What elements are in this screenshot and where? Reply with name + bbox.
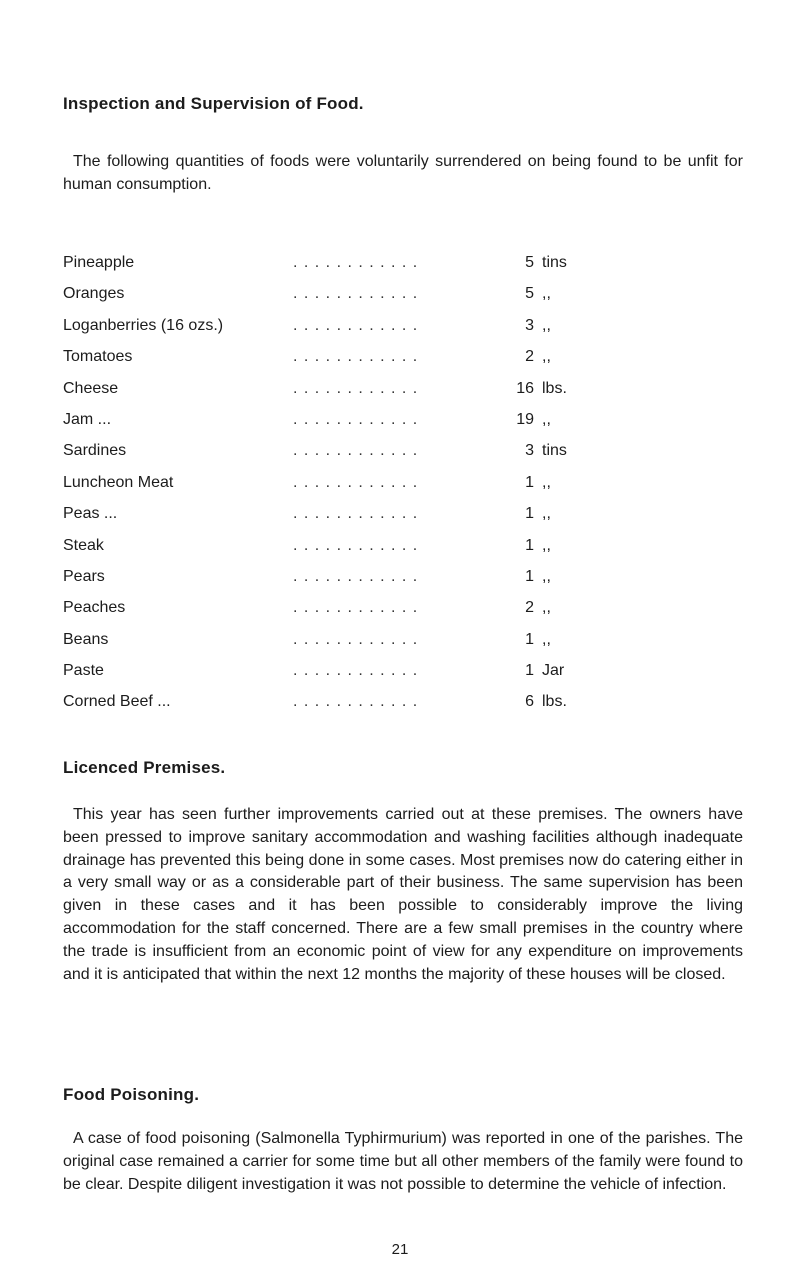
food-item-name: Cheese	[63, 379, 119, 397]
food-item-name: Tomatoes	[63, 348, 133, 366]
table-row	[63, 411, 743, 442]
table-row	[63, 380, 743, 411]
food-poisoning-paragraph: A case of food poisoning (Salmonella Typhirmurium) was reported in one of the parishes. The original case remained a carrier for some time but all other members of the family were found to be clear. Despite diligent investigation it was not possible to determine the vehicle of infection.	[63, 1130, 743, 1193]
food-item-unit: ,,	[542, 348, 551, 366]
leader-dots: . . . . . . . . . . . .	[293, 254, 419, 271]
food-item-name: Oranges	[63, 285, 125, 303]
leader-dots: . . . . . . . . . . . .	[293, 536, 419, 554]
food-item-name: Peaches	[63, 599, 126, 617]
page-number: 21	[391, 1241, 409, 1258]
leader-dots: . . . . . . . . . . . .	[293, 693, 419, 711]
food-item-quantity: 2	[525, 348, 534, 366]
food-item-unit: ,,	[542, 473, 551, 491]
leader-dots: . . . . . . . . . . . .	[293, 599, 419, 617]
food-item-quantity: 19	[516, 410, 534, 428]
table-row	[63, 599, 743, 630]
food-item-name: Beans	[63, 630, 109, 648]
food-item-name: Steak	[63, 536, 104, 554]
food-item-quantity: 3	[525, 316, 534, 334]
leader-dots: . . . . . . . . . . . .	[293, 285, 419, 303]
section-heading-inspection: Inspection and Supervision of Food.	[63, 94, 364, 113]
table-row	[63, 348, 743, 379]
food-item-name: Peas ...	[63, 505, 118, 523]
food-item-quantity: 5	[525, 254, 534, 271]
food-item-unit: lbs.	[542, 379, 567, 397]
food-item-unit: ,,	[542, 599, 551, 617]
table-row	[63, 442, 743, 473]
food-item-name: Pears	[63, 567, 105, 585]
leader-dots: . . . . . . . . . . . .	[293, 505, 419, 523]
food-item-unit: lbs.	[542, 693, 567, 711]
food-item-quantity: 16	[516, 379, 534, 397]
food-item-quantity: 2	[525, 599, 534, 617]
table-row	[63, 568, 743, 599]
food-item-name: Corned Beef ...	[63, 693, 171, 711]
food-item-unit: ,,	[542, 630, 551, 648]
leader-dots: . . . . . . . . . . . .	[293, 379, 419, 397]
food-item-quantity: 1	[525, 662, 534, 680]
leader-dots: . . . . . . . . . . . .	[293, 316, 419, 334]
leader-dots: . . . . . . . . . . . .	[293, 567, 419, 585]
food-item-unit: ,,	[542, 505, 551, 523]
table-row	[63, 693, 743, 724]
food-item-name: Paste	[63, 662, 104, 680]
food-item-name: Jam ...	[63, 410, 112, 428]
food-item-unit: Jar	[542, 662, 565, 680]
food-item-quantity: 1	[525, 630, 534, 648]
licensed-premises-paragraph: This year has seen further improvements carried out at these premises. The owners have been pressed to improve sanitary accommodation and washing facilities although inadequate drainage has prevented this being done in some cases. Most premises now do catering either in a very small way or as a considerable part of their business. The same supervision has been given in these cases and it has been possible to considerably improve the living accommodation for the staff concerned. There are a few small premises in the country where the trade is insufficient from an economic point of view for any expenditure on improvements and it is anticipated that within the next 12 months the majority of these houses will be closed.	[63, 806, 743, 983]
food-item-unit: ,,	[542, 567, 551, 585]
leader-dots: . . . . . . . . . . . .	[293, 442, 419, 460]
food-item-quantity: 1	[525, 473, 534, 491]
table-row	[63, 662, 743, 693]
leader-dots: . . . . . . . . . . . .	[293, 410, 419, 428]
food-item-unit: ,,	[542, 536, 551, 554]
leader-dots: . . . . . . . . . . . .	[293, 662, 419, 680]
food-item-quantity: 5	[525, 285, 534, 303]
section-heading-licensed-premises: Licenced Premises.	[63, 758, 226, 777]
table-row	[63, 537, 743, 568]
table-row	[63, 631, 743, 662]
food-item-name: Loganberries (16 ozs.)	[63, 316, 224, 334]
food-item-name: Pineapple	[63, 254, 135, 271]
food-item-unit: ,,	[542, 316, 551, 334]
food-item-quantity: 3	[525, 442, 534, 460]
table-row	[63, 285, 743, 316]
food-item-name: Sardines	[63, 442, 127, 460]
food-item-quantity: 1	[525, 567, 534, 585]
leader-dots: . . . . . . . . . . . .	[293, 473, 419, 491]
table-row	[63, 317, 743, 348]
food-item-quantity: 6	[525, 693, 534, 711]
food-item-unit: ,,	[542, 410, 551, 428]
table-row	[63, 254, 743, 285]
food-item-name: Luncheon Meat	[63, 473, 174, 491]
food-item-unit: ,,	[542, 285, 551, 303]
section-heading-food-poisoning: Food Poisoning.	[63, 1085, 200, 1104]
food-item-quantity: 1	[525, 536, 534, 554]
leader-dots: . . . . . . . . . . . .	[293, 630, 419, 648]
food-item-quantity: 1	[525, 505, 534, 523]
leader-dots: . . . . . . . . . . . .	[293, 348, 419, 366]
intro-paragraph: The following quantities of foods were voluntarily surrendered on being found to be unfit for human consumption.	[63, 153, 743, 193]
food-item-unit: tins	[542, 442, 567, 460]
food-quantities-table	[63, 254, 743, 725]
table-row	[63, 505, 743, 536]
table-row	[63, 474, 743, 505]
food-item-unit: tins	[542, 254, 567, 271]
